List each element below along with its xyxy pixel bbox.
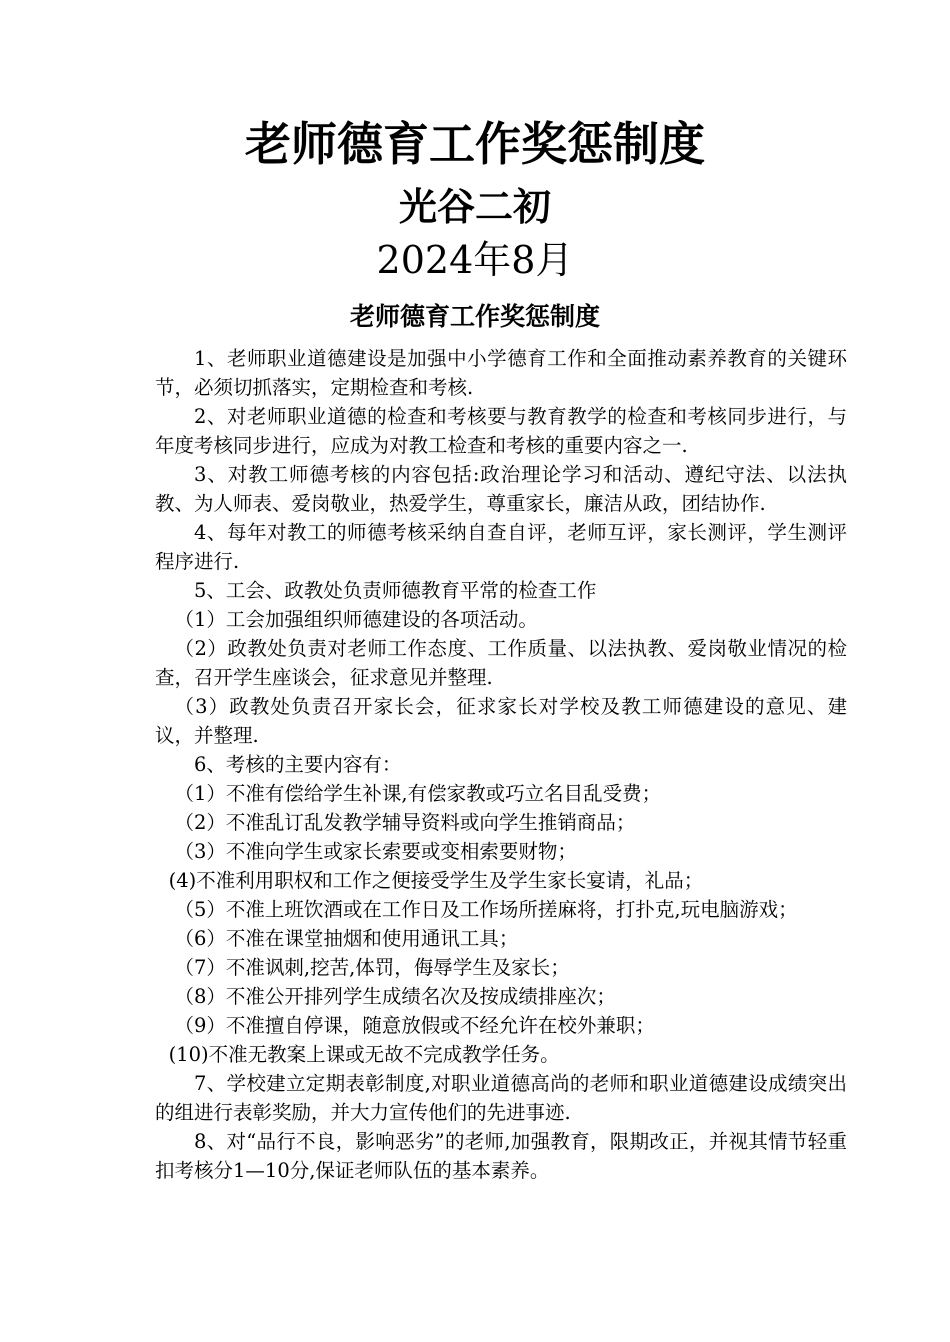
rule-item-10: (10)不准无教案上课或无故不完成教学任务。 xyxy=(168,1043,560,1066)
rule-item-5: （5）不准上班饮酒或在工作日及工作场所搓麻将，打扑克,玩电脑游戏； xyxy=(174,898,798,921)
rule-item-3: （3）不准向学生或家长索要或变相索要财物； xyxy=(174,840,577,863)
rule-item-4: (4)不准利用职权和工作之便接受学生及学生家长宴请，礼品； xyxy=(168,869,704,892)
sub-item-5-3: （3）政教处负责召开家长会，征求家长对学校及教工师德建设的意见、建议，并整理. xyxy=(155,695,847,747)
rule-item-8: （8）不准公开排列学生成绩名次及按成绩排座次； xyxy=(174,985,616,1008)
cover-title: 老师德育工作奖惩制度 xyxy=(245,117,705,171)
paragraph-2: 2、对老师职业道德的检查和考核要与教育教学的检查和考核同步进行，与年度考核同步进行，应成为对教工检查和考核的重要内容之一. xyxy=(155,405,847,457)
document-body xyxy=(155,344,847,1185)
rule-item-1: （1）不准有偿给学生补课,有偿家教或巧立名目乱受费； xyxy=(174,782,662,805)
rule-item-6: （6）不准在课堂抽烟和使用通讯工具； xyxy=(174,927,519,950)
rule-item-9: （9）不准擅自停课，随意放假或不经允许在校外兼职； xyxy=(174,1014,655,1037)
paragraph-1: 1、老师职业道德建设是加强中小学德育工作和全面推动素养教育的关键环节，必须切抓落实，定期检查和考核. xyxy=(155,347,847,399)
section-heading: 老师德育工作奖惩制度 xyxy=(349,302,600,331)
paragraph-5: 5、工会、政教处负责师德教育平常的检查工作 xyxy=(194,579,597,602)
paragraph-8: 8、对“品行不良，影响恶劣”的老师,加强教育，限期改正，并视其情节轻重扣考核分1—10分,保证老师队伍的基本素养。 xyxy=(155,1130,847,1182)
paragraph-6: 6、考核的主要内容有： xyxy=(194,753,402,776)
paragraph-4: 4、每年对教工的师德考核采纳自查自评，老师互评，家长测评，学生测评程序进行. xyxy=(155,521,847,573)
document-date: 2024年8月 xyxy=(376,238,574,282)
rule-item-2: （2）不准乱订乱发教学辅导资料或向学生推销商品； xyxy=(174,811,636,834)
paragraph-3: 3、对教工师德考核的内容包括:政治理论学习和活动、遵纪守法、以法执教、为人师表、爱岗敬业，热爱学生，尊重家长，廉洁从政，团结协作. xyxy=(155,463,847,515)
sub-item-5-1: （1）工会加强组织师德建设的各项活动。 xyxy=(174,608,538,631)
sub-item-5-2: （2）政教处负责对老师工作态度、工作质量、以法执教、爱岗敬业情况的检查，召开学生座谈会，征求意见并整理. xyxy=(155,637,847,689)
paragraph-7: 7、学校建立定期表彰制度,对职业道德高尚的老师和职业道德建设成绩突出的组进行表彰奖励，并大力宣传他们的先进事迹. xyxy=(155,1072,847,1124)
school-name: 光谷二初 xyxy=(398,185,551,229)
rule-item-7: （7）不准讽刺,挖苦,体罚，侮辱学生及家长； xyxy=(174,956,570,979)
